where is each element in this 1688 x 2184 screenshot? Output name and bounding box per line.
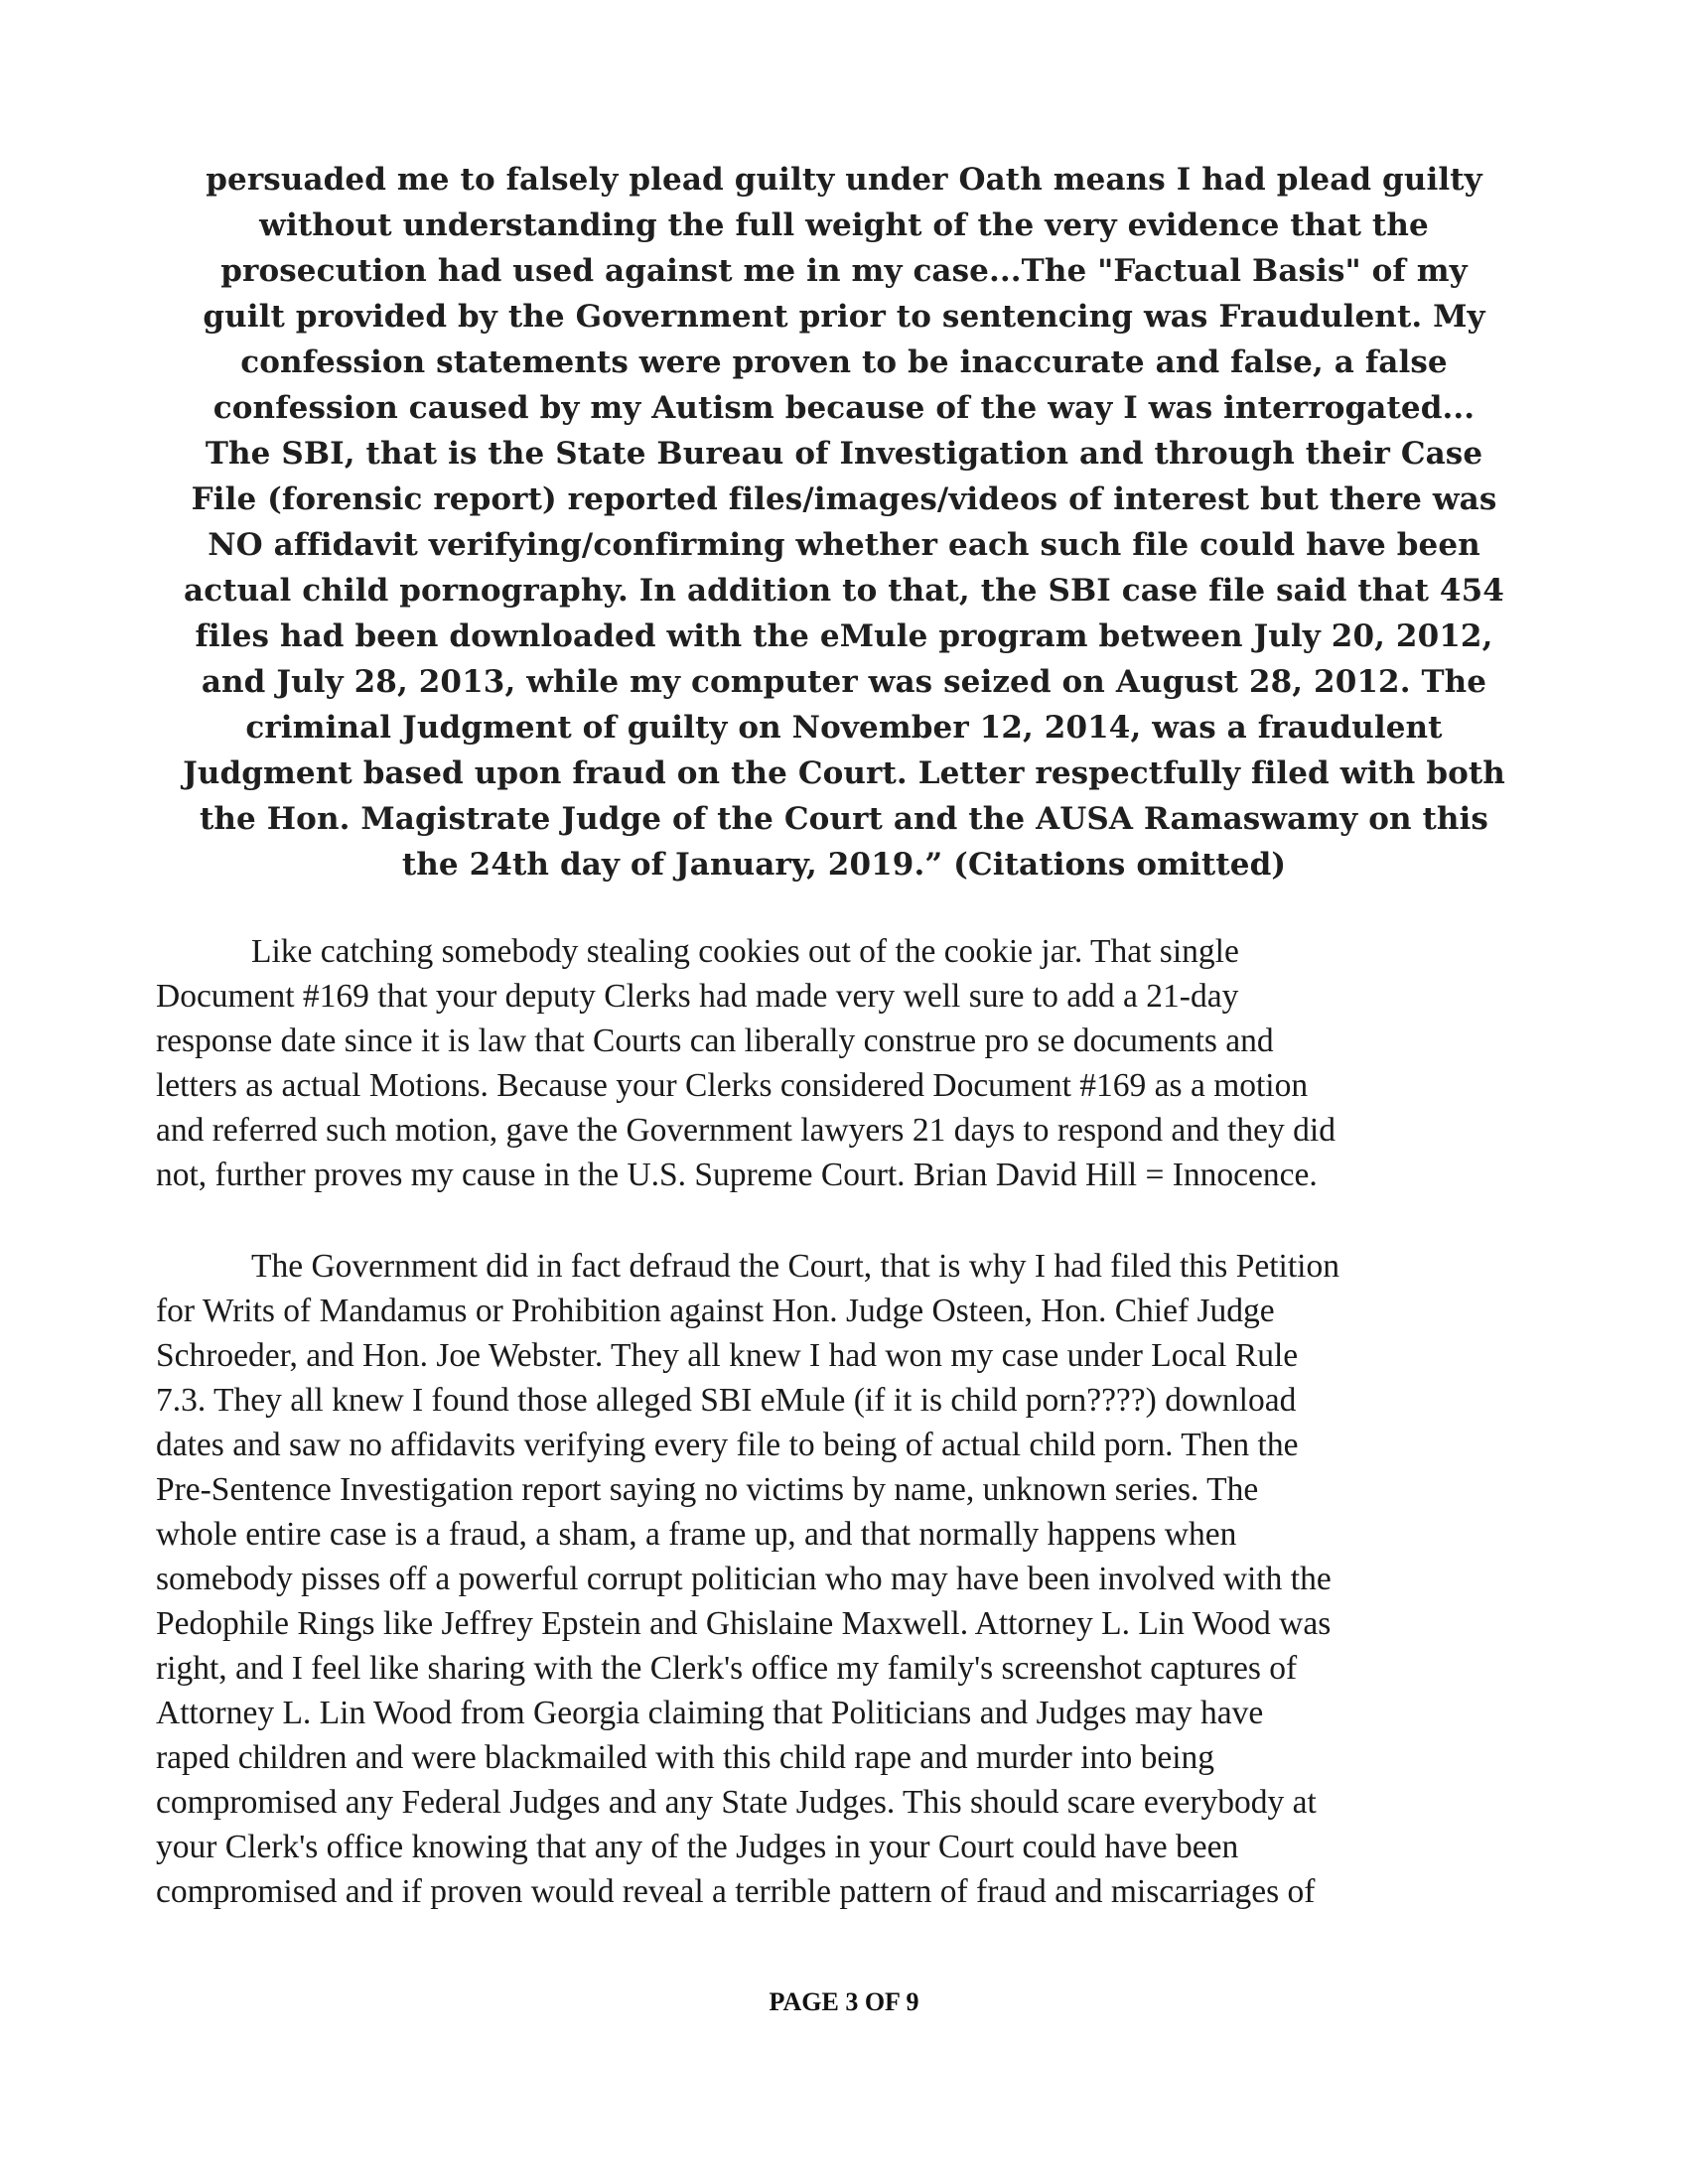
quote-line: NO affidavit verifying/confirming whether each such file could have been <box>208 527 1480 563</box>
paragraph-line: Pre-Sentence Investigation report saying no victims by name, unknown series. The <box>156 1471 1259 1508</box>
paragraph-line: not, further proves my cause in the U.S. Supreme Court. Brian David Hill = Innocence. <box>156 1157 1318 1193</box>
paragraph-line: Document #169 that your deputy Clerks had made very well sure to add a 21-day <box>156 978 1239 1015</box>
paragraph-line: response date since it is law that Courts can liberally construe pro se documents and <box>156 1023 1274 1059</box>
quote-line: confession statements were proven to be inaccurate and false, a false <box>240 344 1448 380</box>
paragraph-line: for Writs of Mandamus or Prohibition against Hon. Judge Osteen, Hon. Chief Judge <box>156 1293 1275 1329</box>
quote-line: the 24th day of January, 2019.” (Citations omitted) <box>401 847 1287 883</box>
quote-line: and July 28, 2013, while my computer was seized on August 28, 2012. The <box>201 664 1487 700</box>
paragraph-line: right, and I feel like sharing with the Clerk's office my family's screenshot captures of <box>156 1650 1298 1687</box>
paragraph-line: The Government did in fact defraud the Court, that is why I had filed this Petition <box>251 1248 1339 1285</box>
paragraph-line: Pedophile Rings like Jeffrey Epstein and Ghislaine Maxwell. Attorney L. Lin Wood was <box>156 1605 1332 1642</box>
quote-line: File (forensic report) reported files/images/videos of interest but there was <box>191 481 1497 517</box>
paragraph-line: raped children and were blackmailed with this child rape and murder into being <box>156 1739 1215 1776</box>
paragraph-line: compromised any Federal Judges and any State Judges. This should scare everybody at <box>156 1784 1317 1821</box>
paragraph-line: dates and saw no affidavits verifying every file to being of actual child porn. Then the <box>156 1427 1299 1463</box>
paragraph-line: somebody pisses off a powerful corrupt politician who may have been involved with the <box>156 1561 1332 1597</box>
quote-line: criminal Judgment of guilty on November 12, 2014, was a fraudulent <box>245 710 1443 746</box>
paragraph-line: Attorney L. Lin Wood from Georgia claiming that Politicians and Judges may have <box>156 1695 1264 1731</box>
quote-line: The SBI, that is the State Bureau of Investigation and through their Case <box>205 436 1483 472</box>
paragraph-line: compromised and if proven would reveal a terrible pattern of fraud and miscarriages of <box>156 1873 1316 1910</box>
quote-line: actual child pornography. In addition to that, the SBI case file said that 454 <box>184 573 1504 609</box>
quote-line: Judgment based upon fraud on the Court. Letter respectfully filed with both <box>183 755 1505 791</box>
paragraph-line: 7.3. They all knew I found those alleged SBI eMule (if it is child porn????) download <box>156 1382 1297 1419</box>
quote-line: guilt provided by the Government prior to sentencing was Fraudulent. My <box>203 299 1485 335</box>
paragraph-line: your Clerk's office knowing that any of the Judges in your Court could have been <box>156 1829 1239 1865</box>
quote-line: confession caused by my Autism because of the way I was interrogated... <box>212 390 1476 426</box>
paragraph-line: Like catching somebody stealing cookies out of the cookie jar. That single <box>251 933 1239 970</box>
quote-line: persuaded me to falsely plead guilty under Oath means I had plead guilty <box>206 162 1482 198</box>
quote-line: without understanding the full weight of the very evidence that the <box>259 207 1429 243</box>
paragraph-line: Schroeder, and Hon. Joe Webster. They all knew I had won my case under Local Rule <box>156 1337 1299 1374</box>
quote-line: prosecution had used against me in my case...The "Factual Basis" of my <box>220 253 1468 289</box>
page-number: PAGE 3 OF 9 <box>769 1987 919 2016</box>
paragraph-line: letters as actual Motions. Because your Clerks considered Document #169 as a motion <box>156 1067 1309 1104</box>
quote-line: files had been downloaded with the eMule program between July 20, 2012, <box>195 618 1493 654</box>
paragraph-line: whole entire case is a fraud, a sham, a frame up, and that normally happens when <box>156 1516 1237 1553</box>
quote-line: the Hon. Magistrate Judge of the Court and the AUSA Ramaswamy on this <box>200 801 1488 837</box>
paragraph-line: and referred such motion, gave the Government lawyers 21 days to respond and they did <box>156 1112 1336 1149</box>
